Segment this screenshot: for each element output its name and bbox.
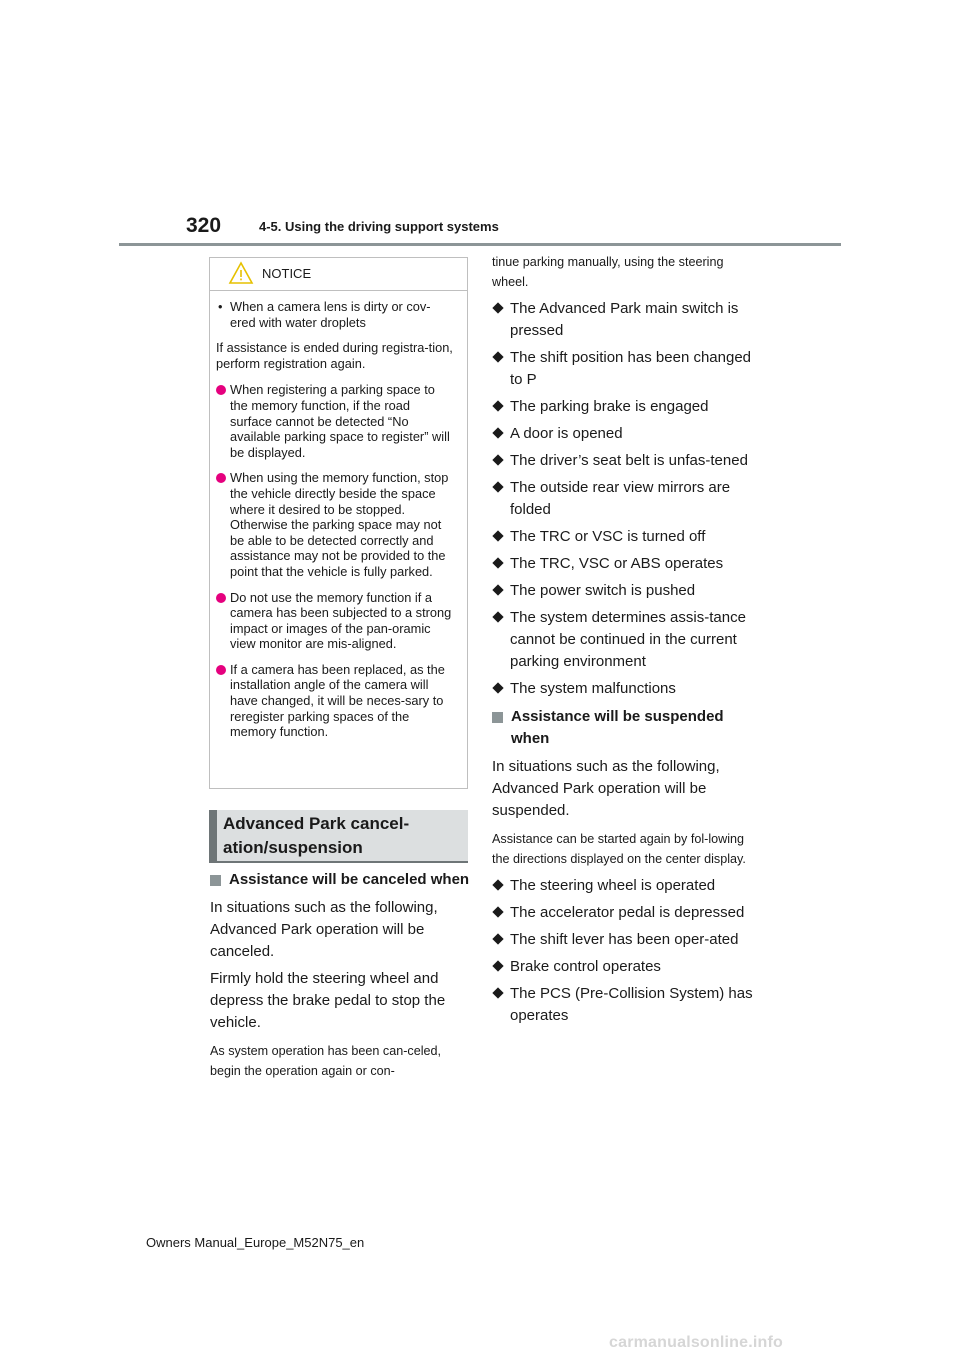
list-item: The power switch is pushed bbox=[492, 580, 754, 602]
notice-item-text: Do not use the memory function if a camera has been subjected to a strong impact or images of the pan-oramic view monitor are mis-aligned. bbox=[230, 589, 452, 652]
notice-dot bbox=[216, 385, 226, 395]
heading-bar bbox=[209, 810, 217, 861]
cancel-instruction: Firmly hold the steering wheel and depress the brake pedal to stop the vehicle. bbox=[210, 970, 446, 1031]
list-item: The accelerator pedal is depressed bbox=[492, 902, 754, 924]
notice-title: NOTICE bbox=[262, 266, 312, 281]
section-heading-line1: Advanced Park cancel- bbox=[223, 814, 410, 833]
list-item: A door is opened bbox=[492, 423, 754, 445]
notice-box bbox=[209, 257, 468, 789]
notice-body bbox=[210, 291, 467, 740]
suspend-subheading: Assistance will be suspended when bbox=[492, 706, 754, 750]
notice-item bbox=[216, 470, 455, 579]
section-header: 4-5. Using the driving support systems bbox=[259, 219, 499, 234]
list-item: The system determines assis-tance cannot be continued in the current parking environment bbox=[492, 607, 754, 673]
list-item: The outside rear view mirrors are folded bbox=[492, 477, 754, 521]
suspend-note: Assistance can be started again by fol-lowing the directions displayed on the center display. bbox=[492, 832, 746, 866]
list-item: The TRC, VSC or ABS operates bbox=[492, 553, 754, 575]
list-item: The shift position has been changed to P bbox=[492, 347, 754, 391]
notice-item-text: If a camera has been replaced, as the installation angle of the camera will have changed, it will be neces-sary to reregister parking spaces of the memory function. bbox=[230, 661, 445, 740]
notice-dot bbox=[216, 593, 226, 603]
list-item: The steering wheel is operated bbox=[492, 875, 754, 897]
notice-item-text: When using the memory function, stop the vehicle directly beside the space where it desired to be stopped. Otherwise the parking space may not be able to be detected correctly and assistance may not be provided to the point that the vehicle is fully parked. bbox=[230, 470, 449, 579]
section-heading bbox=[223, 812, 409, 860]
notice-item bbox=[216, 590, 455, 652]
section-heading-line2: ation/suspension bbox=[223, 838, 363, 857]
list-item: The system malfunctions bbox=[492, 678, 754, 700]
notice-header bbox=[210, 258, 467, 291]
watermark[interactable]: carmanualsonline.info bbox=[609, 1334, 784, 1351]
left-column bbox=[210, 869, 472, 1085]
notice-paragraph: If assistance is ended during registra-tion, perform registration again. bbox=[216, 340, 453, 371]
header-rule bbox=[119, 243, 841, 246]
list-item: The Advanced Park main switch is pressed bbox=[492, 298, 754, 342]
cancel-note: As system operation has been can-celed, begin the operation again or con- bbox=[210, 1044, 442, 1078]
cancel-intro: In situations such as the following, Advanced Park operation will be canceled. bbox=[210, 899, 438, 960]
list-item: The PCS (Pre-Collision System) has operates bbox=[492, 983, 754, 1027]
notice-item bbox=[216, 382, 455, 460]
list-item: The TRC or VSC is turned off bbox=[492, 526, 754, 548]
list-item: Brake control operates bbox=[492, 956, 754, 978]
list-item: The shift lever has been oper-ated bbox=[492, 929, 754, 951]
notice-item bbox=[216, 662, 455, 740]
cancel-subheading: Assistance will be canceled when bbox=[210, 869, 472, 891]
list-item: The driver’s seat belt is unfas-tened bbox=[492, 450, 754, 472]
notice-item-text: When registering a parking space to the memory function, if the road surface cannot be detected “No available parking space to register” will be displayed. bbox=[230, 382, 450, 460]
warning-triangle-icon bbox=[228, 261, 254, 285]
right-column bbox=[492, 253, 754, 1032]
notice-bullet: • When a camera lens is dirty or cov-ered with water droplets bbox=[216, 299, 455, 330]
section-heading-band bbox=[209, 810, 468, 863]
notice-dot bbox=[216, 473, 226, 483]
notice-dot bbox=[216, 665, 226, 675]
footer-doc-id: Owners Manual_Europe_M52N75_en bbox=[146, 1235, 365, 1250]
page-number: 320 bbox=[186, 214, 222, 237]
suspend-intro: In situations such as the following, Advanced Park operation will be suspended. bbox=[492, 758, 720, 819]
cancel-note-continued: tinue parking manually, using the steering wheel. bbox=[492, 255, 724, 289]
list-item: The parking brake is engaged bbox=[492, 396, 754, 418]
